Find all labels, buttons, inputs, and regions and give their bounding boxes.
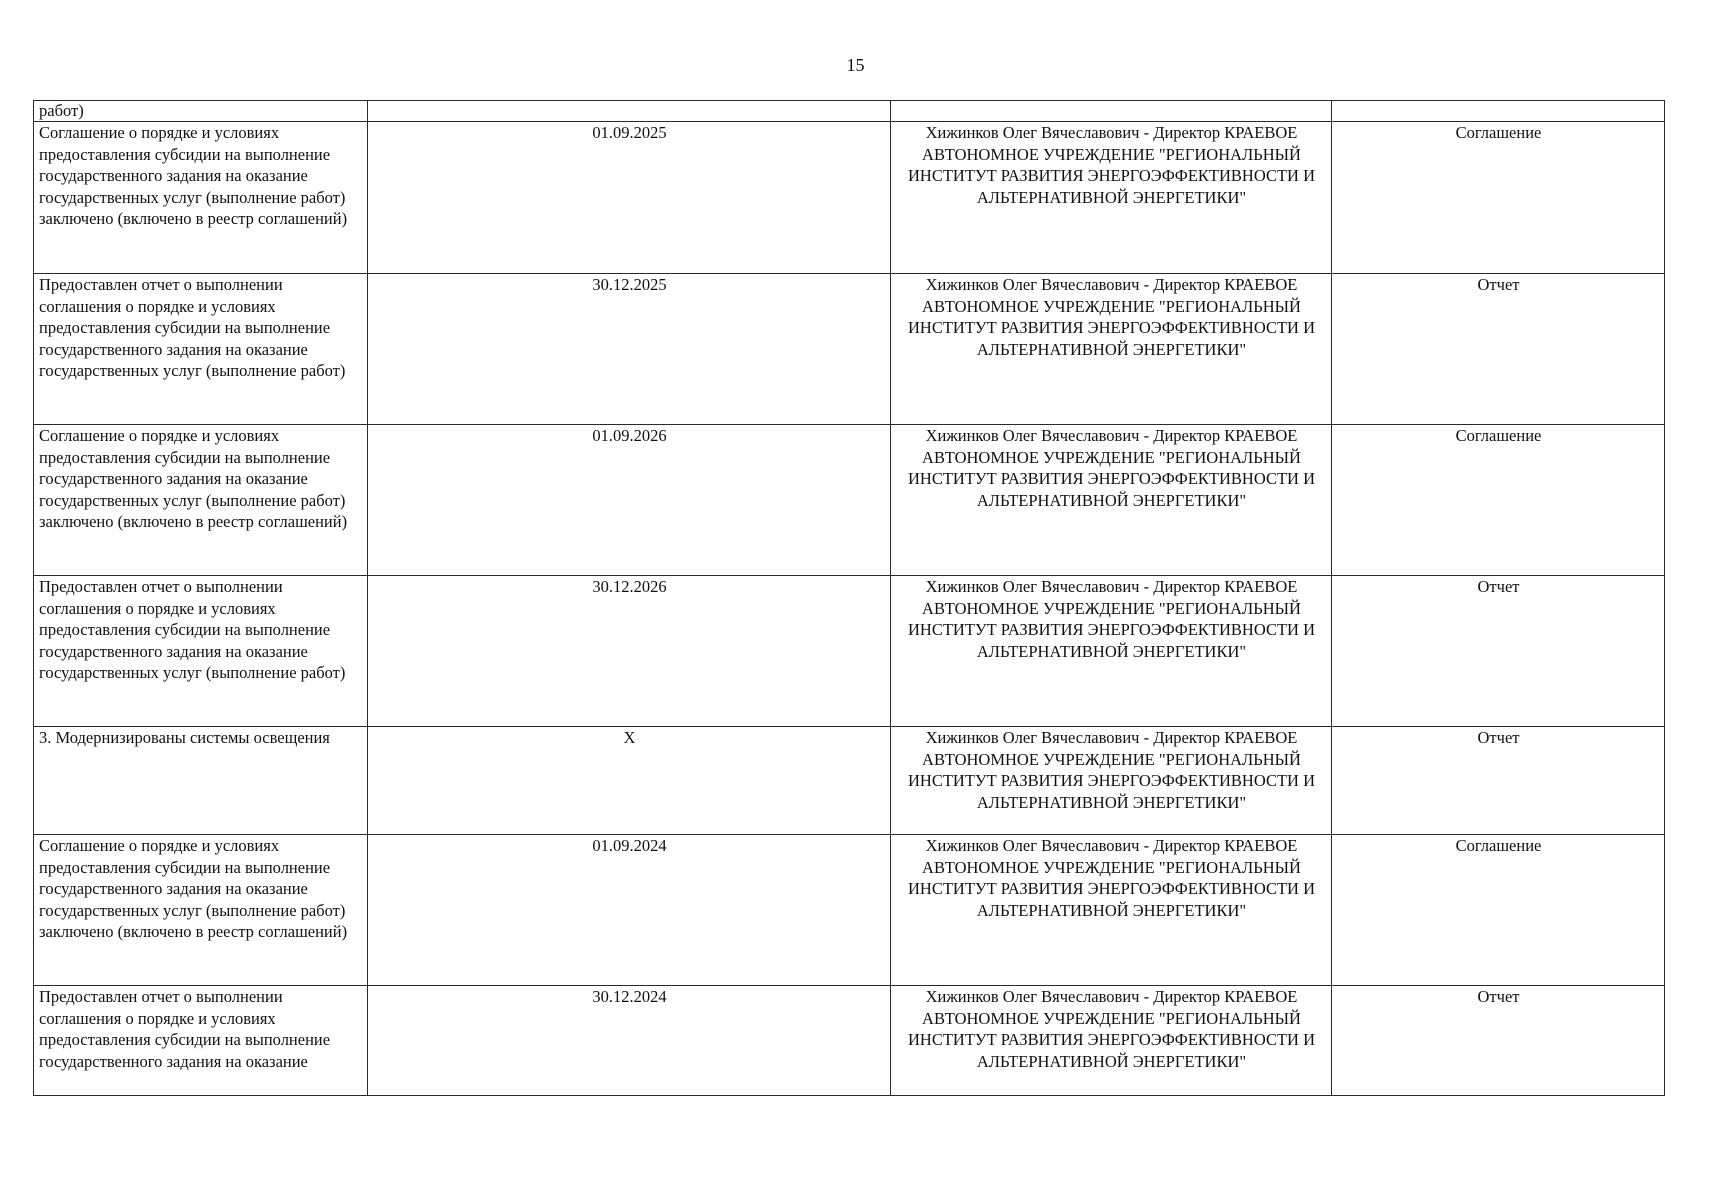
table-row (34, 101, 1665, 122)
deadline-cell: 01.09.2025 (368, 122, 891, 274)
milestone-name-cell: Предоставлен отчет о выполнении соглашения о порядке и условиях предоставления субсидии на выполнение государственного задания на оказание государственных услуг (выполнение работ) (34, 274, 368, 425)
responsible-cell: Хижинков Олег Вячеславович - Директор КРАЕВОЕ АВТОНОМНОЕ УЧРЕЖДЕНИЕ "РЕГИОНАЛЬНЫЙ ИНСТИТУТ РАЗВИТИЯ ЭНЕРГОЭФФЕКТИВНОСТИ И АЛЬТЕРНАТИВНОЙ ЭНЕРГЕТИКИ" (891, 986, 1332, 1096)
deadline-cell: 30.12.2024 (368, 986, 891, 1096)
plan-table (33, 100, 1665, 1096)
responsible-cell (891, 101, 1332, 122)
deadline-cell (368, 101, 891, 122)
table-row (34, 576, 1665, 727)
deadline-cell: 01.09.2024 (368, 835, 891, 986)
deadline-cell: X (368, 727, 891, 835)
document-type-cell (1332, 101, 1665, 122)
responsible-cell: Хижинков Олег Вячеславович - Директор КРАЕВОЕ АВТОНОМНОЕ УЧРЕЖДЕНИЕ "РЕГИОНАЛЬНЫЙ ИНСТИТУТ РАЗВИТИЯ ЭНЕРГОЭФФЕКТИВНОСТИ И АЛЬТЕРНАТИВНОЙ ЭНЕРГЕТИКИ" (891, 122, 1332, 274)
milestone-name-cell: работ) (34, 101, 368, 122)
page-number: 15 (846, 55, 865, 75)
deadline-cell: 01.09.2026 (368, 425, 891, 576)
deadline-cell: 30.12.2025 (368, 274, 891, 425)
table-row (34, 425, 1665, 576)
document-type-cell: Соглашение (1332, 425, 1665, 576)
responsible-cell: Хижинков Олег Вячеславович - Директор КРАЕВОЕ АВТОНОМНОЕ УЧРЕЖДЕНИЕ "РЕГИОНАЛЬНЫЙ ИНСТИТУТ РАЗВИТИЯ ЭНЕРГОЭФФЕКТИВНОСТИ И АЛЬТЕРНАТИВНОЙ ЭНЕРГЕТИКИ" (891, 425, 1332, 576)
responsible-cell: Хижинков Олег Вячеславович - Директор КРАЕВОЕ АВТОНОМНОЕ УЧРЕЖДЕНИЕ "РЕГИОНАЛЬНЫЙ ИНСТИТУТ РАЗВИТИЯ ЭНЕРГОЭФФЕКТИВНОСТИ И АЛЬТЕРНАТИВНОЙ ЭНЕРГЕТИКИ" (891, 727, 1332, 835)
table-row (34, 727, 1665, 835)
table-row (34, 986, 1665, 1096)
document-type-cell: Соглашение (1332, 835, 1665, 986)
document-type-cell: Отчет (1332, 576, 1665, 727)
milestone-name-cell: Предоставлен отчет о выполнении соглашения о порядке и условиях предоставления субсидии на выполнение государственного задания на оказание (34, 986, 368, 1096)
milestone-name-cell: Соглашение о порядке и условиях предоставления субсидии на выполнение государственного задания на оказание государственных услуг (выполнение работ) заключено (включено в реестр соглашений) (34, 835, 368, 986)
milestone-name-cell: Предоставлен отчет о выполнении соглашения о порядке и условиях предоставления субсидии на выполнение государственного задания на оказание государственных услуг (выполнение работ) (34, 576, 368, 727)
responsible-cell: Хижинков Олег Вячеславович - Директор КРАЕВОЕ АВТОНОМНОЕ УЧРЕЖДЕНИЕ "РЕГИОНАЛЬНЫЙ ИНСТИТУТ РАЗВИТИЯ ЭНЕРГОЭФФЕКТИВНОСТИ И АЛЬТЕРНАТИВНОЙ ЭНЕРГЕТИКИ" (891, 576, 1332, 727)
table-row (34, 122, 1665, 274)
responsible-cell: Хижинков Олег Вячеславович - Директор КРАЕВОЕ АВТОНОМНОЕ УЧРЕЖДЕНИЕ "РЕГИОНАЛЬНЫЙ ИНСТИТУТ РАЗВИТИЯ ЭНЕРГОЭФФЕКТИВНОСТИ И АЛЬТЕРНАТИВНОЙ ЭНЕРГЕТИКИ" (891, 274, 1332, 425)
document-type-cell: Отчет (1332, 986, 1665, 1096)
milestone-name-cell: Соглашение о порядке и условиях предоставления субсидии на выполнение государственного задания на оказание государственных услуг (выполнение работ) заключено (включено в реестр соглашений) (34, 122, 368, 274)
deadline-cell: 30.12.2026 (368, 576, 891, 727)
table-row (34, 835, 1665, 986)
milestone-name-cell: 3. Модернизированы системы освещения (34, 727, 368, 835)
document-type-cell: Соглашение (1332, 122, 1665, 274)
document-type-cell: Отчет (1332, 727, 1665, 835)
milestone-name-cell: Соглашение о порядке и условиях предоставления субсидии на выполнение государственного задания на оказание государственных услуг (выполнение работ) заключено (включено в реестр соглашений) (34, 425, 368, 576)
document-type-cell: Отчет (1332, 274, 1665, 425)
table-row (34, 274, 1665, 425)
responsible-cell: Хижинков Олег Вячеславович - Директор КРАЕВОЕ АВТОНОМНОЕ УЧРЕЖДЕНИЕ "РЕГИОНАЛЬНЫЙ ИНСТИТУТ РАЗВИТИЯ ЭНЕРГОЭФФЕКТИВНОСТИ И АЛЬТЕРНАТИВНОЙ ЭНЕРГЕТИКИ" (891, 835, 1332, 986)
